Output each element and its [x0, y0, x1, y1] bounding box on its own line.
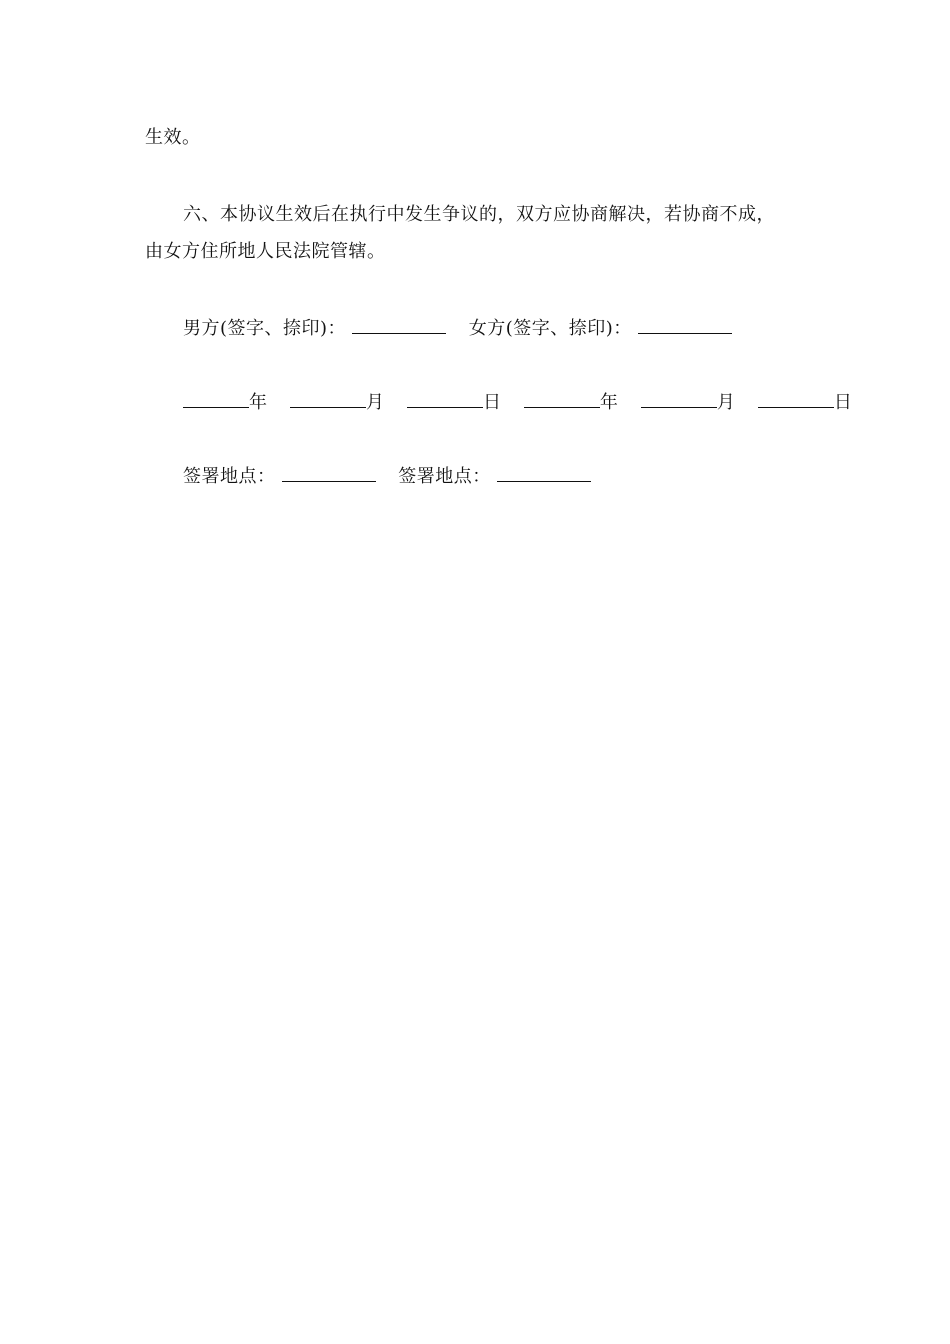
male-date-year-blank[interactable] [183, 389, 249, 408]
clause-six-line2-text: 由女方住所地人民法院管辖。 [145, 241, 386, 262]
female-signing-place-label: 签署地点： [398, 466, 491, 487]
female-date-month-blank[interactable] [641, 389, 717, 408]
male-date-day-label: 日 [482, 392, 502, 413]
signing-place-row [183, 463, 591, 489]
paragraph-continuation [145, 126, 201, 150]
female-date-year-blank[interactable] [524, 389, 600, 408]
male-signature-label: 男方(签字、捺印)： [183, 318, 347, 339]
male-date-day-blank[interactable] [407, 389, 483, 408]
female-date-day-blank[interactable] [758, 389, 834, 408]
clause-six-line1 [183, 203, 775, 227]
male-signature-blank[interactable] [352, 315, 446, 334]
female-date-year-label: 年 [599, 392, 619, 413]
female-signature-label: 女方(签字、捺印)： [468, 318, 632, 339]
clause-six-line2 [145, 240, 386, 264]
date-row [183, 389, 852, 415]
signature-row [183, 315, 732, 341]
male-date-month-blank[interactable] [290, 389, 366, 408]
male-date-year-label: 年 [249, 392, 268, 413]
female-signing-place-blank[interactable] [497, 463, 591, 482]
clause-six-line1-text: 六、本协议生效后在执行中发生争议的，双方应协商解决，若协商不成， [183, 204, 775, 225]
female-date-day-label: 日 [833, 392, 853, 413]
male-signing-place-blank[interactable] [282, 463, 376, 482]
female-date-month-label: 月 [716, 392, 736, 413]
male-date-month-label: 月 [365, 392, 385, 413]
female-signature-blank[interactable] [638, 315, 732, 334]
male-signing-place-label: 签署地点： [183, 466, 276, 487]
paragraph-continuation-text: 生效。 [145, 127, 201, 148]
